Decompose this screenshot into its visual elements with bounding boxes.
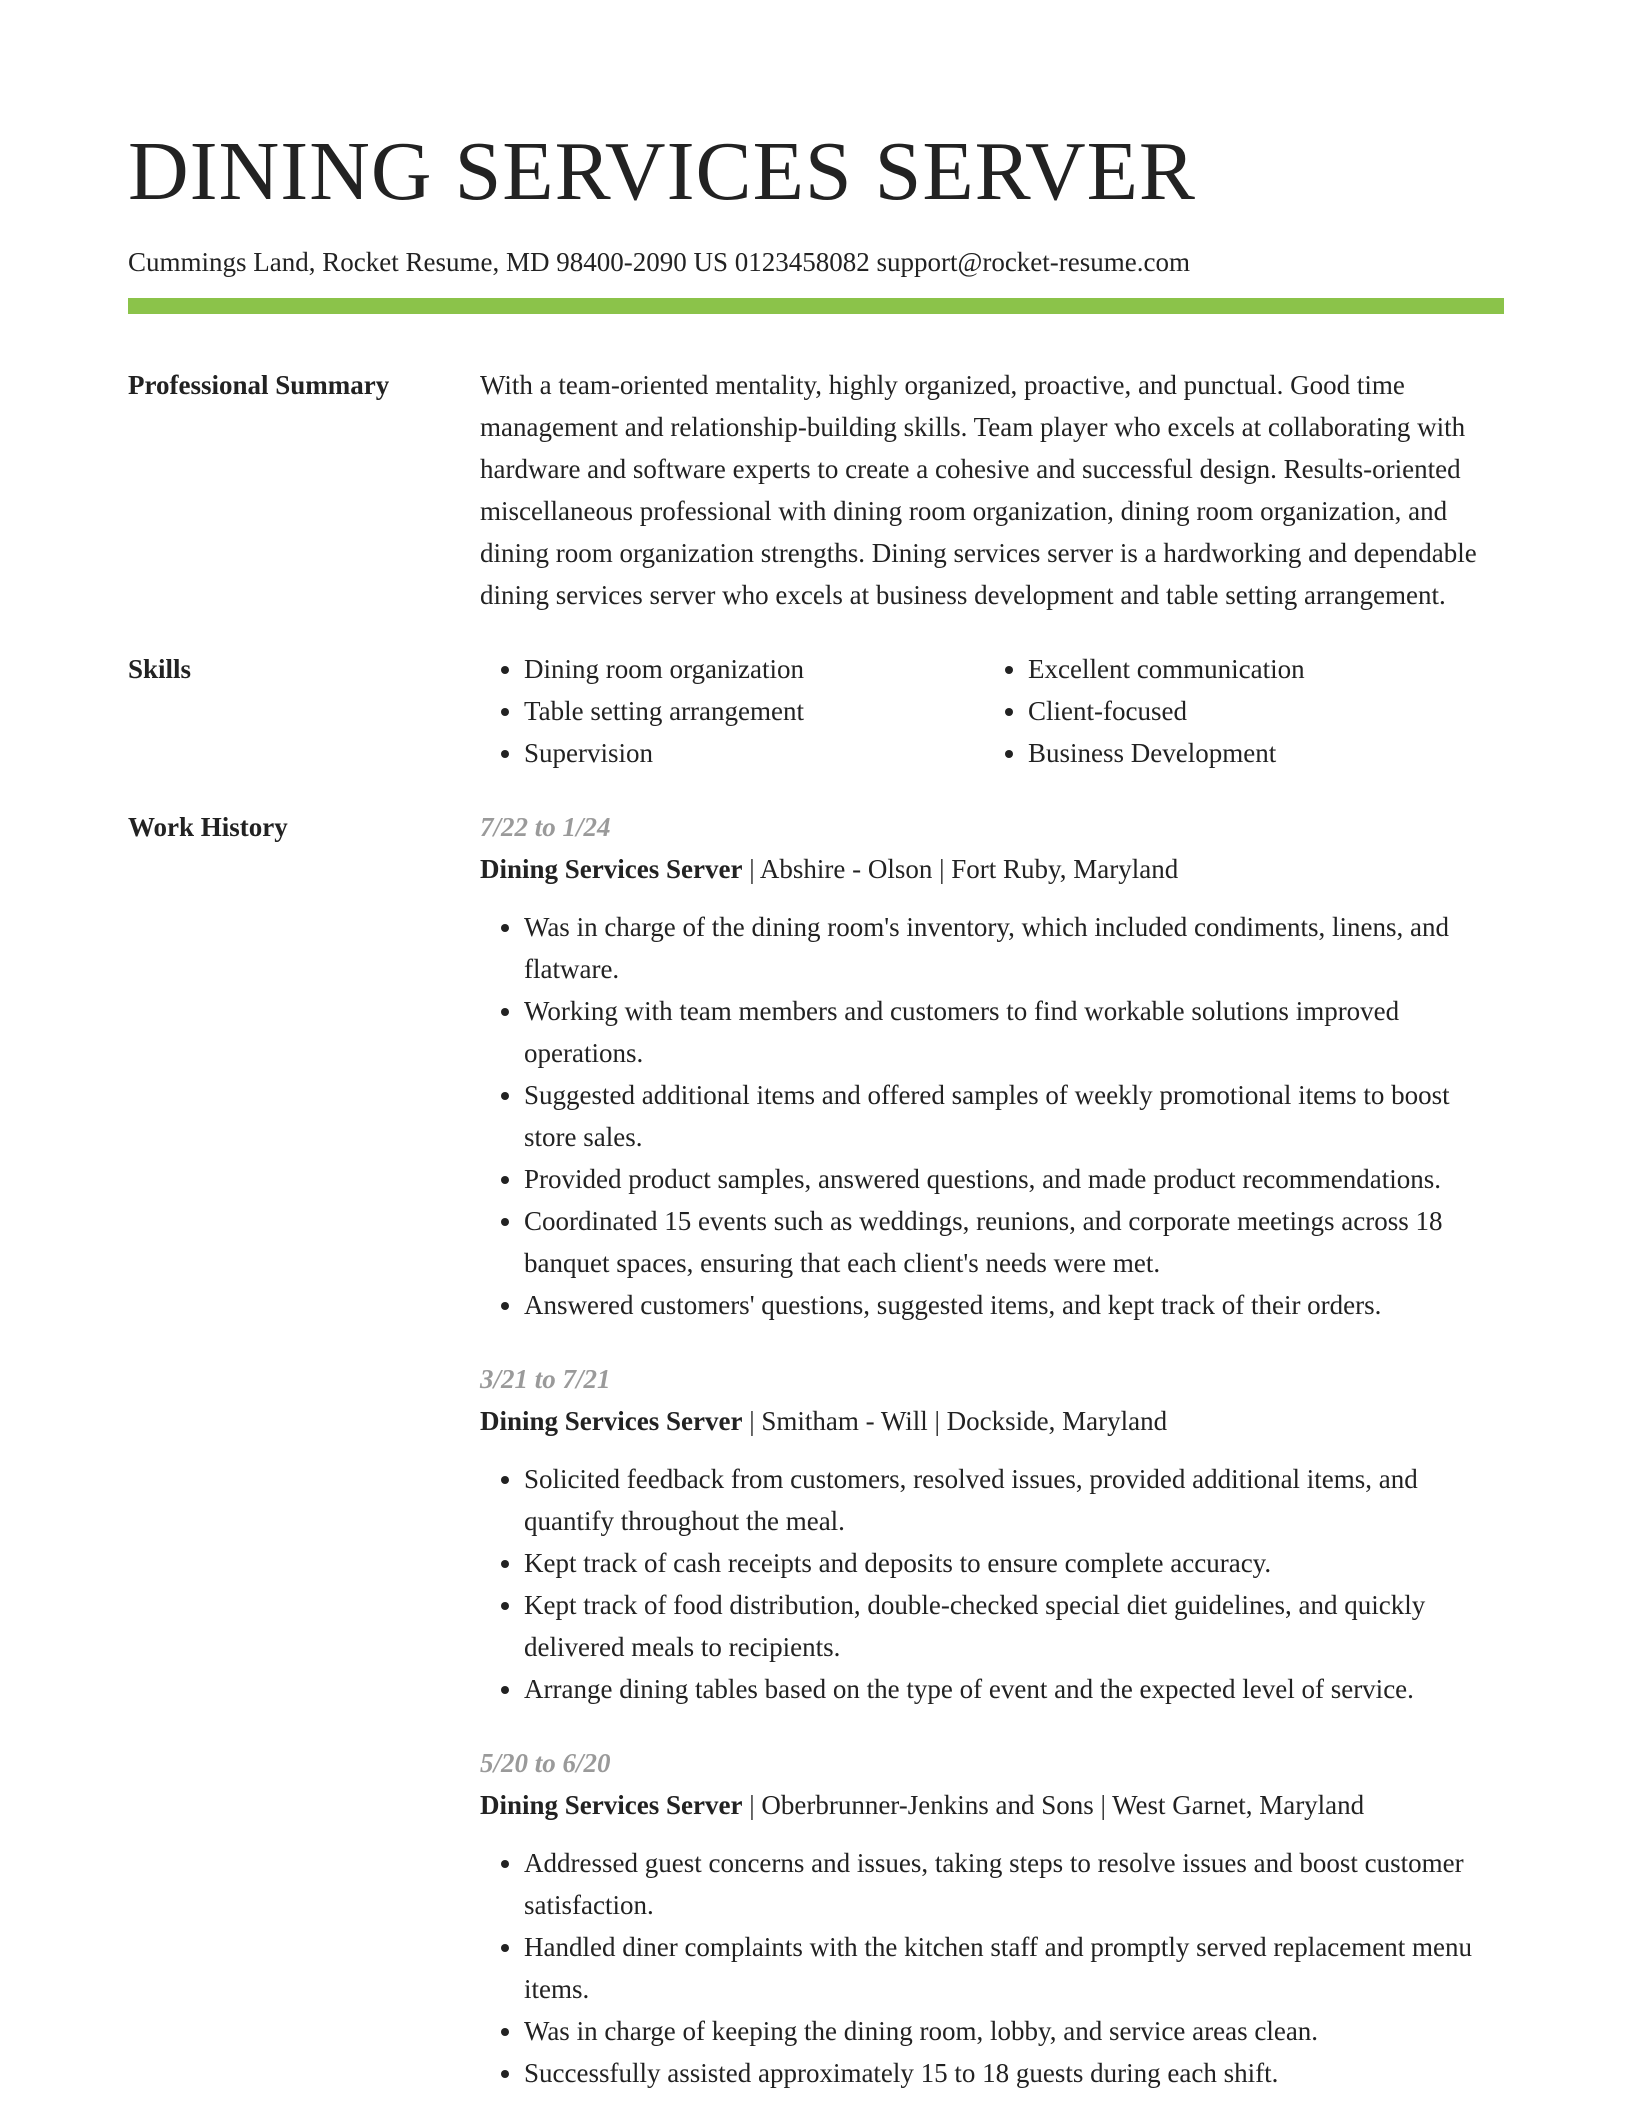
job-dates: 3/21 to 7/21 (480, 1364, 611, 1394)
skill-item: • Dining room organization (524, 648, 984, 690)
job-details: | Oberbrunner-Jenkins and Sons | West Garnet, Maryland (742, 1790, 1365, 1820)
job-entry (480, 1358, 1504, 1710)
job-bullet: • Arrange dining tables based on the type of event and the expected level of service. (524, 1668, 1504, 1710)
job-bullet: • Kept track of cash receipts and deposits to ensure complete accuracy. (524, 1542, 1504, 1584)
job-heading (480, 848, 1504, 890)
job-bullets (480, 1842, 1504, 2094)
professional-summary-section (128, 364, 1504, 616)
contact-info: Cummings Land, Rocket Resume, MD 98400-2090 US 0123458082 support@rocket-resume.com (128, 247, 1190, 277)
job-heading (480, 1784, 1504, 1826)
job-bullet: • Suggested additional items and offered samples of weekly promotional items to boost store sales. (524, 1074, 1504, 1158)
job-bullet: • Kept track of food distribution, double-checked special diet guidelines, and quickly delivered meals to recipients. (524, 1584, 1504, 1668)
job-bullets (480, 1458, 1504, 1710)
job-entry (480, 1742, 1504, 2094)
job-heading (480, 1400, 1504, 1442)
job-bullet: • Answered customers' questions, suggested items, and kept track of their orders. (524, 1284, 1504, 1326)
job-title: Dining Services Server (480, 1790, 743, 1820)
resume-page (128, 0, 1504, 2126)
job-entry (480, 806, 1504, 1326)
job-bullet: • Successfully assisted approximately 15 to 18 guests during each shift. (524, 2052, 1504, 2094)
job-bullet: • Provided product samples, answered questions, and made product recommendations. (524, 1158, 1504, 1200)
section-label-work: Work History (128, 812, 288, 842)
job-bullets (480, 906, 1504, 1326)
skills-list-right (984, 648, 1504, 774)
job-title: Dining Services Server (480, 1406, 743, 1436)
job-bullet: • Solicited feedback from customers, resolved issues, provided additional items, and quantify throughout the meal. (524, 1458, 1504, 1542)
skills-section (128, 648, 1504, 774)
job-bullet: • Was in charge of keeping the dining room, lobby, and service areas clean. (524, 2010, 1504, 2052)
candidate-name: DINING SERVICES SERVER (128, 125, 1196, 218)
skill-item: • Client-focused (1028, 690, 1504, 732)
job-bullet: • Coordinated 15 events such as weddings, reunions, and corporate meetings across 18 banquet spaces, ensuring that each client's needs were met. (524, 1200, 1504, 1284)
job-bullet: • Working with team members and customers to find workable solutions improved operations. (524, 990, 1504, 1074)
skill-item: • Table setting arrangement (524, 690, 984, 732)
section-label-skills: Skills (128, 654, 192, 684)
section-label-summary: Professional Summary (128, 370, 390, 400)
job-dates: 7/22 to 1/24 (480, 812, 611, 842)
job-details: | Smitham - Will | Dockside, Maryland (742, 1406, 1168, 1436)
job-dates: 5/20 to 6/20 (480, 1748, 611, 1778)
skills-list-left (480, 648, 984, 774)
summary-text: With a team-oriented mentality, highly organized, proactive, and punctual. Good time management and relationship-building skills. Team player who excels at collaborating with hardware and software experts to create a cohesive and successful design. Results-oriented miscellaneous professional with dining room organization, dining room organization, and dining room organization strengths. Dining services server is a hardworking and dependable dining services server who excels at business development and table setting arrangement. (480, 370, 1477, 610)
accent-divider (128, 298, 1504, 314)
job-title: Dining Services Server (480, 854, 743, 884)
skill-item: • Business Development (1028, 732, 1504, 774)
work-history-section (128, 806, 1504, 2126)
skill-item: • Excellent communication (1028, 648, 1504, 690)
job-details: | Abshire - Olson | Fort Ruby, Maryland (742, 854, 1179, 884)
skill-item: • Supervision (524, 732, 984, 774)
job-bullet: • Handled diner complaints with the kitchen staff and promptly served replacement menu items. (524, 1926, 1504, 2010)
job-bullet: • Was in charge of the dining room's inventory, which included condiments, linens, and flatware. (524, 906, 1504, 990)
job-bullet: • Addressed guest concerns and issues, taking steps to resolve issues and boost customer satisfaction. (524, 1842, 1504, 1926)
